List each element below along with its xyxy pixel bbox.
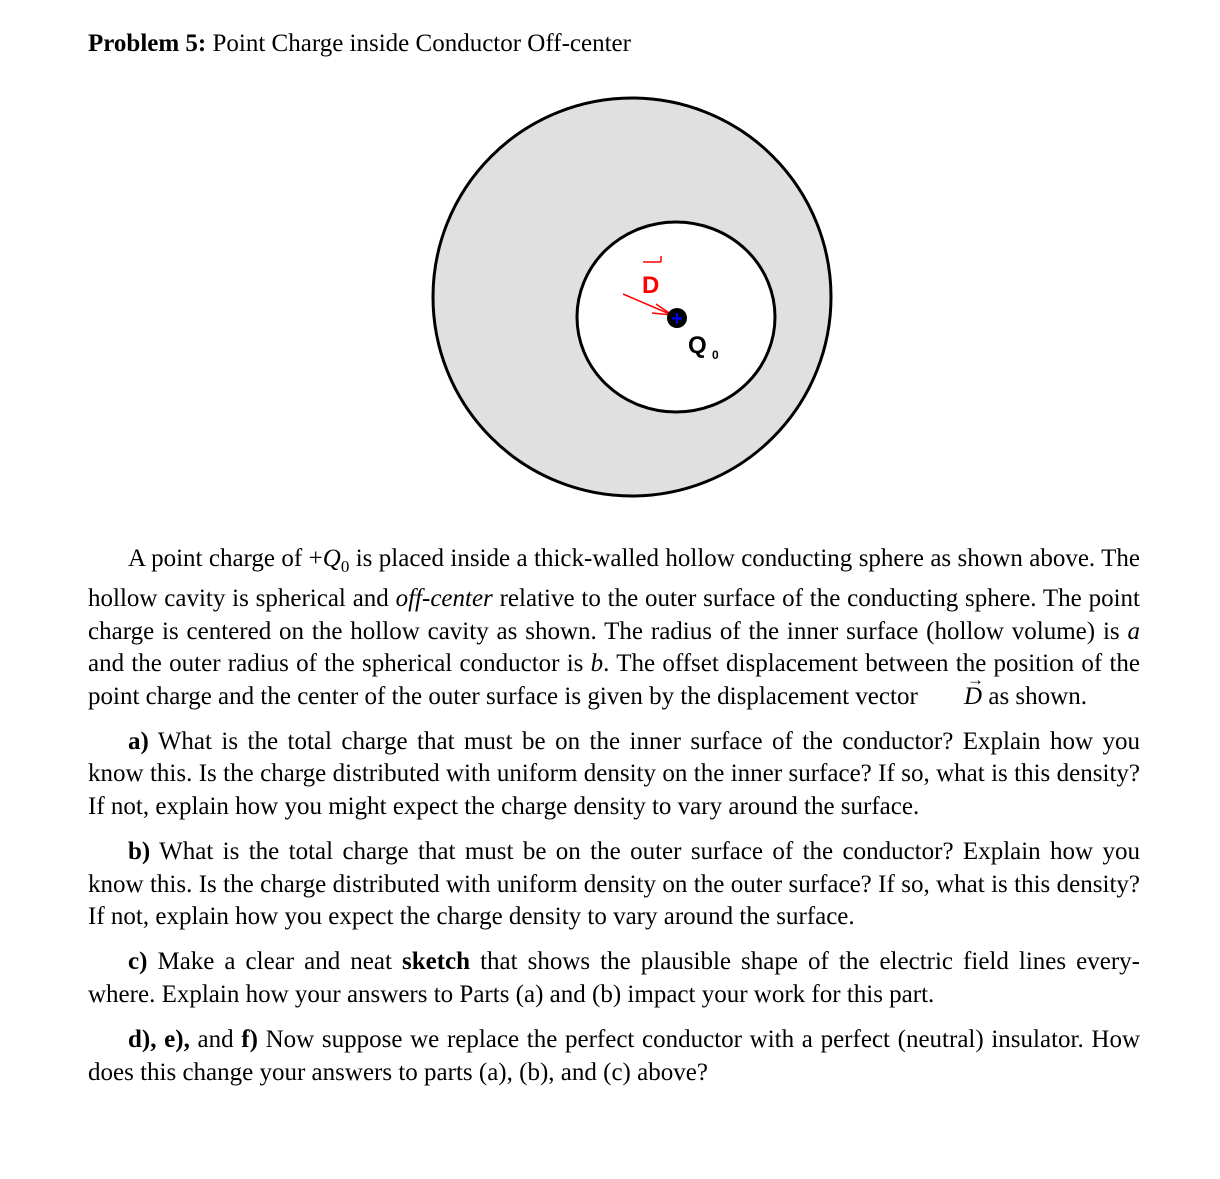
part-def: d), e), and f) Now suppose we replace the perfect conductor with a perfect (neutral) insulator. How does this change your answers to parts (a), (b), and (c) above?: [88, 1026, 1140, 1086]
part-b: b) What is the total charge that must be on the outer surface of the conductor? Explain how you know this. Is the charge distributed with uniform density on the outer surface? If so, what is this density? If not, explain how you expect the charge density to vary around the surface.: [88, 838, 1140, 931]
plus-icon: +: [671, 308, 683, 330]
charge-subscript: 0: [712, 348, 719, 362]
problem-number: Problem 5:: [88, 30, 207, 57]
problem-name: Point Charge inside Conductor Off-center: [206, 30, 631, 57]
part-c: c) Make a clear and neat sketch that shows the plausible shape of the electric field lines every-where. Explain how your answers to Parts (a) and (b) impact your work for this part.: [88, 948, 1141, 1008]
problem-title: [88, 30, 631, 58]
vector-label: D: [642, 272, 660, 299]
part-a: a) What is the total charge that must be on the inner surface of the conductor? Explain how you know this. Is the charge distributed with uniform density on the inner surface? If so, what is this density? If not, explain how you might expect the charge density to vary around the surface.: [88, 728, 1140, 820]
intro-paragraph: A point charge of $+Q_0$ is placed inside a thick-walled hollow conducting sphere as shown above. The hollow cavity is spherical and off-center relative to the outer surface of the conducting sphere. The point charge is centered on the hollow cavity as shown. The radius of the inner surface (hollow volume) is a and the outer radius of the spherical conductor is b. The offset displacement between the position of the point charge and the center of the outer surface is given by the displacement vector → D as shown.: [88, 543, 1140, 713]
conductor-diagram: [0, 0, 1220, 540]
charge-label: Q: [688, 332, 707, 359]
problem-text: [88, 543, 1140, 1102]
